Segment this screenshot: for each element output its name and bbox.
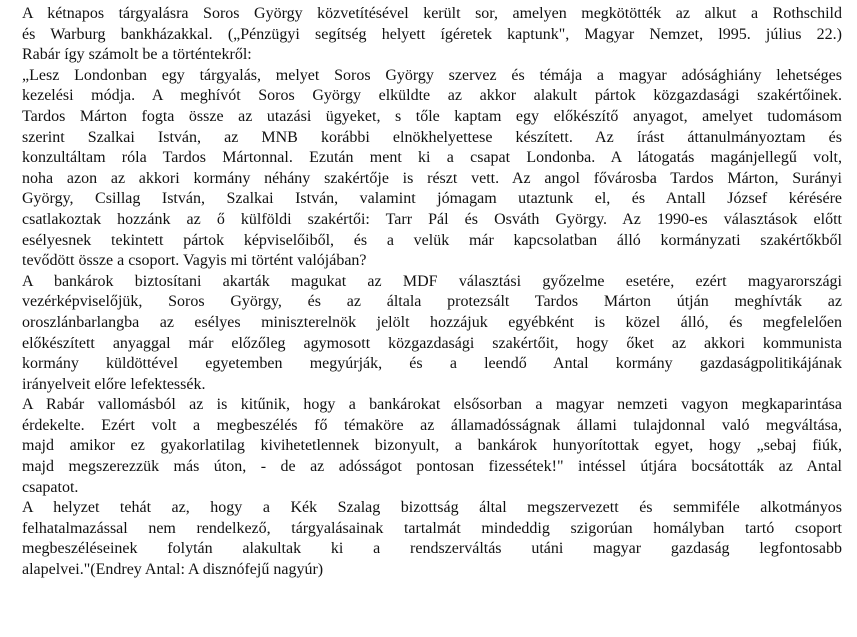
text-line: „Lesz Londonban egy tárgyalás, melyet Soros György szervez és témája a magyar adósághiány lehetséges xyxy=(22,66,842,84)
text-line: érdekelte. Ezért volt a megbeszélés fő témaköre az államadósságnak állami tulajdonnal való megváltása, xyxy=(22,416,842,434)
text-line: csapatot. xyxy=(22,478,79,496)
text-line: Rabár így számolt be a történtekről: xyxy=(22,46,252,64)
document-body xyxy=(22,4,842,581)
text-line: vezérképviselőjük, Soros György, és az általa protezsált Tardos Márton útján meghívták az xyxy=(22,293,842,311)
text-line: majd amikor ez gyakorlatilag kivihetetlennek bizonyult, a bankárok hunyorítottak egyet, hogy „sebaj fiúk, xyxy=(22,437,842,455)
text-line: A bankárok biztosítani akarták magukat az MDF választási győzelme esetére, ezért magyarországi xyxy=(22,272,842,290)
text-line: A Rabár vallomásból az is kitűnik, hogy a bankárokat elsősorban a magyar nemzeti vagyon megkaparintása xyxy=(22,396,842,414)
text-line: megbeszéléseinek folytán alakultak ki a rendszerváltás utáni magyar gazdaság legfontosabb xyxy=(22,540,842,558)
text-line: György, Csillag István, Szalkai István, valamint jómagam utaztunk el, és Antall József kérésére xyxy=(22,190,842,208)
text-line: A kétnapos tárgyalásra Soros György közvetítésével került sor, amelyen megkötötték az alkut a Rothschild xyxy=(22,5,842,22)
text-line: előkészített anyaggal már előzőleg agymosott közgazdasági szakértőit, hogy őket az akkori kommunista xyxy=(22,334,842,352)
text-line: tevődött össze a csoport. Vagyis mi történt valójában? xyxy=(22,252,367,270)
text-line: alapelvei."(Endrey Antal: A disznófejű nagyúr) xyxy=(22,561,324,579)
text-line: kormány küldöttével egyetemben megyúrják, és a leendő Antal kormány gazdaságpolitikájának xyxy=(22,355,842,373)
text-line: oroszlánbarlangba az esélyes miniszterelnök jelölt hozzájuk egyébként is közel álló, és megfelelően xyxy=(22,313,842,331)
text-line: noha azon az akkori kormány néhány szakértője is részt vett. Az angol fővárosba Tardos Márton, Surányi xyxy=(22,169,842,187)
text-line: esélyesnek tekintett pártok képviselőiből, és a velük már kapcsolatban álló kormányzati szakértőkből xyxy=(22,231,842,249)
text-line: A helyzet tehát az, hogy a Kék Szalag bizottság által megszervezett és semmiféle alkotmányos xyxy=(22,499,842,517)
text-line: konzultáltam róla Tardos Mártonnal. Ezután ment ki a csapat Londonba. A látogatás magánjellegű volt, xyxy=(22,149,842,167)
text-line: Tardos Márton fogta össze az utazási ügyeket, s tőle kaptam egy előkészítő anyagot, amelyet tudomásom xyxy=(22,107,842,125)
text-line: felhatalmazással nem rendelkező, tárgyalásainak tartalmát mindeddig szigorúan homályban tartó csoport xyxy=(22,519,842,537)
text-line: majd megszerezzük más úton, - de az adósságot pontosan fizessétek!" intéssel útjára bocsátották az Antal xyxy=(22,458,842,476)
text-line: és Warburg bankházakkal. („Pénzügyi segítség helyett ígéretek kaptunk", Magyar Nemzet, l995. július 22.) xyxy=(22,25,842,43)
text-line: szerint Szalkai István, az MNB korábbi elnökhelyettese készített. Az írást áttanulmányoztam és xyxy=(22,128,842,146)
text-line: csatlakoztak hozzánk az ő külföldi szakértői: Tarr Pál és Osváth György. Az 1990-es választások előtt xyxy=(22,210,842,228)
text-line: irányelveit előre lefektessék. xyxy=(22,375,206,393)
text-line: kezelési módja. A meghívót Soros György elküldte az akkor alakult pártok közgazdasági szakértőinek. xyxy=(22,87,842,105)
